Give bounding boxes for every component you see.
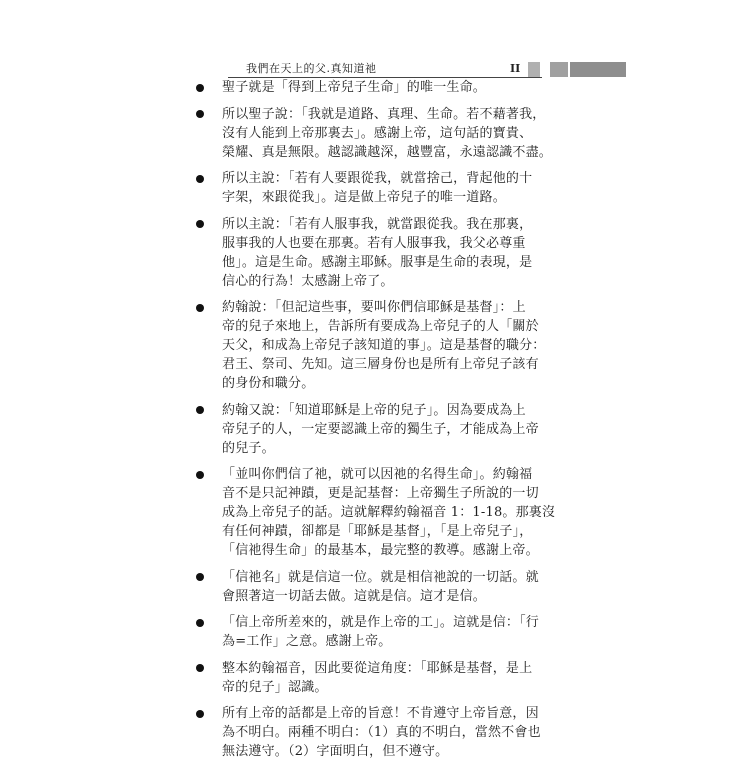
list-item-text: 所有上帝的話都是上帝的旨意！不肯遵守上帝旨意，因 為不明白。兩種不明白：（1）真的不明白，當然不會也 無法遵守。（2）字面明白，但不遵守。 (222, 706, 541, 759)
bullet-icon (196, 110, 204, 118)
bullet-icon (196, 84, 204, 92)
bullet-icon (196, 471, 204, 479)
bullet-icon (196, 710, 204, 718)
list-item-text: 「信上帝所差來的，就是作上帝的工」。這就是信：「行 為=工作」之意。感謝上帝。 (222, 615, 540, 649)
list-item-text: 聖子就是「得到上帝兒子生命」的唯一生命。 (222, 80, 487, 95)
bullet-icon (196, 175, 204, 183)
list-item (196, 169, 556, 207)
list-item-text: 所以主說：「若有人服事我，就當跟從我。我在那裏， 服事我的人也要在那裏。若有人服事我，我父必尊重 他」。這是生命。感謝主耶穌。服事是生命的表現，是 信心的行為！太感謝上帝了。 (222, 216, 533, 289)
list-item-text: 「信祂名」就是信這一位。就是相信祂說的一切話。就 會照著這一切話去做。這就是信。這才是信。 (222, 569, 539, 604)
header-page-mark: II (510, 62, 521, 75)
bullet-icon (196, 406, 204, 414)
list-item-text: 所以聖子說：「我就是道路、真理、生命。若不藉著我， 沒有人能到上帝那裏去」。感謝上帝，這句話的寶貴、 榮耀、真是無限。越認識越深，越豐富，永遠認識不盡。 (222, 106, 553, 160)
list-item-text: 約翰又說：「知道耶穌是上帝的兒子」。因為要成為上 帝兒子的人，一定要認識上帝的獨生子，才能成為上帝 的兒子。 (222, 402, 539, 456)
list-item (196, 568, 556, 606)
header-decor-block (550, 62, 568, 77)
list-item-text: 所以主說：「若有人要跟從我，就當捨己，背起他的十 字架，來跟從我」。這是做上帝兒子的唯一道路。 (222, 171, 533, 205)
bullet-icon (196, 304, 204, 312)
list-item (196, 401, 556, 458)
list-item (196, 215, 556, 291)
running-header (228, 60, 626, 78)
bullet-icon (196, 664, 204, 672)
list-item (196, 465, 556, 560)
header-title: 我們在天上的父.真知道祂 (246, 62, 377, 75)
list-item (196, 704, 556, 761)
bullet-list (196, 78, 556, 769)
bullet-icon (196, 220, 204, 228)
header-decor-block (570, 62, 626, 77)
list-item (196, 78, 556, 97)
list-item (196, 659, 556, 697)
list-item (196, 298, 556, 393)
list-item (196, 613, 556, 651)
bullet-icon (196, 619, 204, 627)
bullet-icon (196, 573, 204, 581)
list-item (196, 105, 556, 162)
list-item-text: 約翰說：「但記這些事，要叫你們信耶穌是基督」：上 帝的兒子來地上，告訴所有要成為上帝兒子的人「關於 天父，和成為上帝兒子該知道的事」。這是基督的職分： 君王、祭司、先知。這三層身份也是所有上帝兒子該有 的身份和職分。 (222, 300, 546, 391)
header-decor-block (528, 62, 540, 77)
list-item-text: 「並叫你們信了祂，就可以因祂的名得生命」。約翰福 音不是只記神蹟，更是記基督：上帝獨生子所說的一切 成為上帝兒子的話。這就解釋約翰福音 1：1-18。那裏沒 有任何神蹟，卻都是「耶穌是基督」，「是上帝兒子」， 「信祂得生命」的最基本，最完整的教導。感謝上帝。 (222, 467, 556, 558)
list-item-text: 整本約翰福音，因此要從這角度：「耶穌是基督，是上 帝的兒子」認識。 (222, 660, 533, 695)
